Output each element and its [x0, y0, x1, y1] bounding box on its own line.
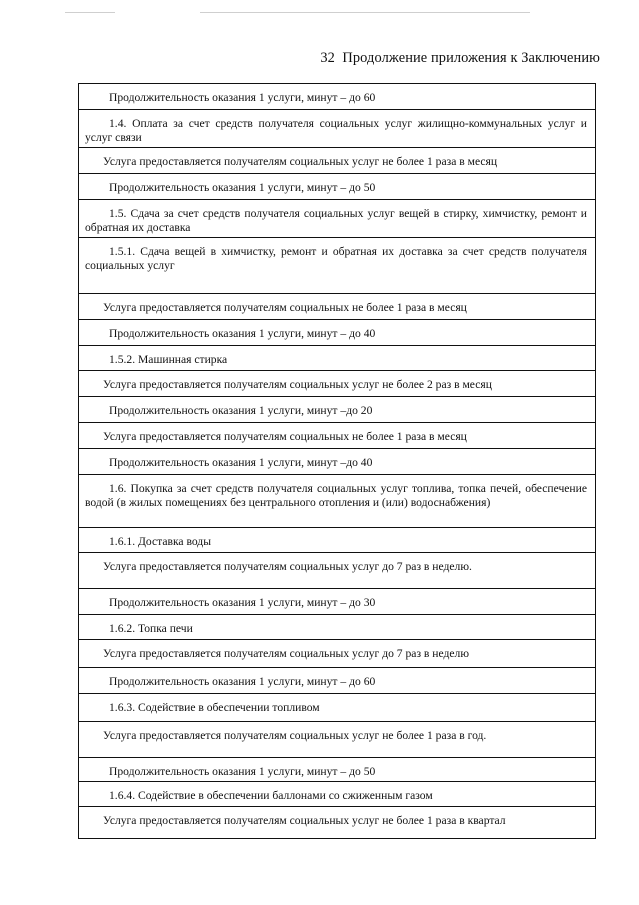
- row-text: Услуга предоставляется получателям социальных услуг не более 1 раза в год.: [103, 729, 487, 742]
- row-text: Услуга предоставляется получателям социальных не более 1 раза в месяц: [103, 301, 467, 314]
- row-text: Продолжительность оказания 1 услуги, минут – до 60: [109, 675, 376, 688]
- table-row: [79, 397, 596, 423]
- table-row: [79, 110, 596, 148]
- table-row: [79, 640, 596, 668]
- row-text: Услуга предоставляется получателям социальных услуг не более 2 раз в месяц: [103, 378, 492, 391]
- table-row: [79, 84, 596, 110]
- row-text: Продолжительность оказания 1 услуги, минут – до 60: [109, 91, 376, 104]
- row-text: Услуга предоставляется получателям социальных услуг не более 1 раза в квартал: [103, 814, 506, 827]
- row-text: Услуга предоставляется получателям социальных услуг не более 1 раза в месяц: [103, 155, 498, 168]
- header-title: Продолжение приложения к Заключению: [342, 50, 600, 66]
- scan-artifact-left: [65, 12, 115, 13]
- services-table: [78, 83, 596, 839]
- row-text: Продолжительность оказания 1 услуги, минут –до 20: [109, 404, 373, 417]
- table-row: [79, 449, 596, 475]
- table-row: [79, 722, 596, 758]
- row-text: Услуга предоставляется получателям социальных услуг до 7 раз в неделю.: [103, 560, 472, 573]
- table-row: [79, 346, 596, 371]
- row-text: 1.6.2. Топка печи: [109, 622, 193, 635]
- table-row: [79, 174, 596, 200]
- table-row: [79, 238, 596, 294]
- table-row: [79, 615, 596, 640]
- row-text: 1.6.3. Содействие в обеспечении топливом: [109, 701, 320, 714]
- table-row: [79, 371, 596, 397]
- row-text: 1.4. Оплата за счет средств получателя социальных услуг жилищно-коммунальных услуг и услуг связи: [85, 117, 587, 144]
- row-text: 1.5.1. Сдача вещей в химчистку, ремонт и обратная их доставка за счет средств получателя социальных услуг: [85, 245, 587, 272]
- row-text: 1.6.1. Доставка воды: [109, 535, 211, 548]
- table-row: [79, 807, 596, 839]
- table-row: [79, 758, 596, 782]
- page-number: 32: [320, 50, 335, 66]
- row-text: Продолжительность оказания 1 услуги, минут – до 40: [109, 327, 376, 340]
- table-row: [79, 148, 596, 174]
- row-text: 1.6.4. Содействие в обеспечении баллонами со сжиженным газом: [109, 789, 433, 802]
- table-row: [79, 423, 596, 449]
- table-row: [79, 200, 596, 238]
- table-row: [79, 528, 596, 553]
- row-text: Продолжительность оказания 1 услуги, минут – до 50: [109, 765, 376, 778]
- table-row: [79, 320, 596, 346]
- row-text: 1.5. Сдача за счет средств получателя социальных услуг вещей в стирку, химчистку, ремонт и обратная их доставка: [85, 207, 587, 234]
- row-text: Услуга предоставляется получателям социальных услуг до 7 раз в неделю: [103, 647, 469, 660]
- row-text: Продолжительность оказания 1 услуги, минут – до 50: [109, 181, 376, 194]
- table-row: [79, 694, 596, 722]
- table-row: [79, 475, 596, 528]
- table-row: [79, 553, 596, 589]
- row-text: 1.5.2. Машинная стирка: [109, 353, 228, 366]
- row-text: 1.6. Покупка за счет средств получателя социальных услуг топлива, топка печей, обеспечение водой (в жилых помещениях без центрального отопления и (или) водоснабжения): [85, 482, 587, 509]
- row-text: Продолжительность оказания 1 услуги, минут – до 30: [109, 596, 376, 609]
- row-text: Услуга предоставляется получателям социальных не более 1 раза в месяц: [103, 430, 467, 443]
- table-row: [79, 782, 596, 807]
- scan-artifact-right: [200, 12, 530, 13]
- table-row: [79, 294, 596, 320]
- table-row: [79, 668, 596, 694]
- table-row: [79, 589, 596, 615]
- page-header: [0, 50, 600, 67]
- row-text: Продолжительность оказания 1 услуги, минут –до 40: [109, 456, 373, 469]
